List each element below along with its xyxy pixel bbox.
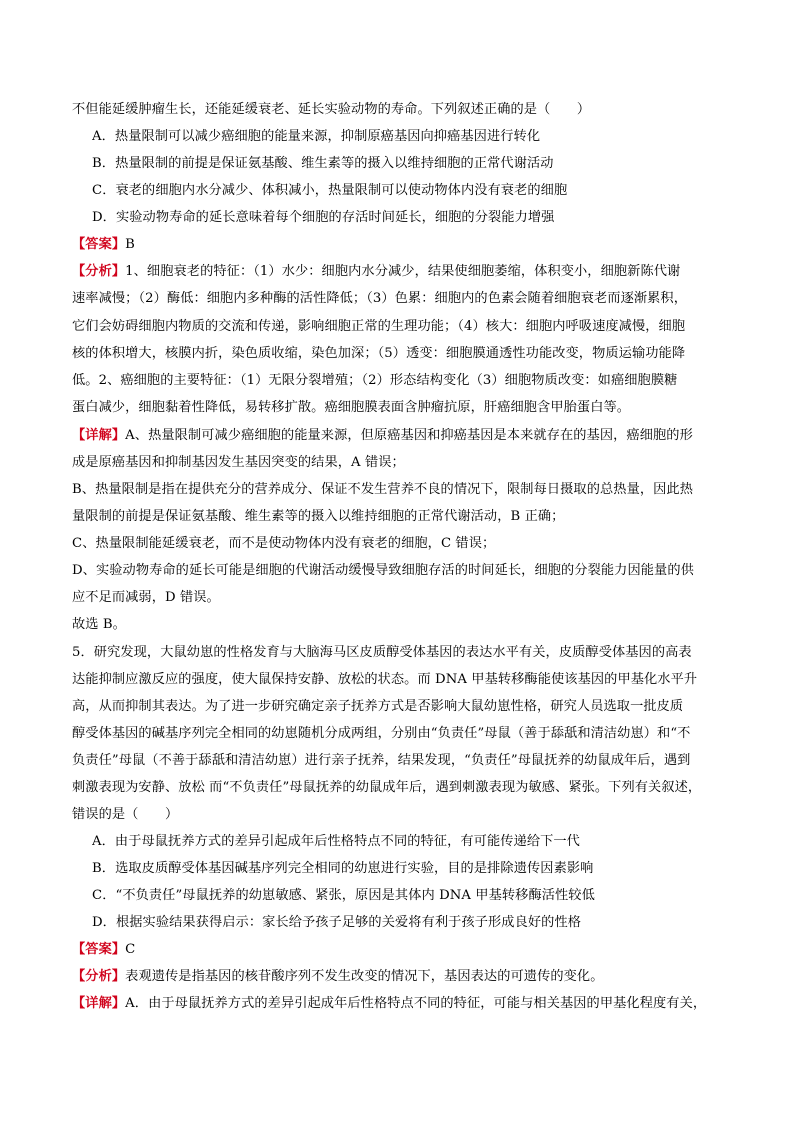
analysis-tag: 【分析】: [72, 969, 126, 984]
q4-conclusion: 故选 B。: [72, 617, 126, 632]
q4-analysis-line: 蛋白减少，细胞黏着性降低，易转移扩散。癌细胞膜表面含肿瘤抗原，肝癌细胞含甲胎蛋白等。: [72, 400, 631, 415]
analysis-text: 1、细胞衰老的特征：（1）水少：细胞内水分减少，结果使细胞萎缩，体积变小，细胞新陈代谢: [125, 264, 681, 279]
q5-detail: [72, 995, 732, 1013]
q4-analysis-line: 速率减慢；（2）酶低：细胞内多种酶的活性降低；（3）色累：细胞内的色素会随着细胞衰老而逐渐累积，: [72, 291, 688, 306]
q4-detail-line: B、热量限制是指在提供充分的营养成分、保证不发生营养不良的情况下，限制每日摄取的总热量，因此热: [72, 482, 694, 497]
q4-analysis-line: 低。2、癌细胞的主要特征：（1）无限分裂增殖；（2）形态结构变化（3）细胞物质改变：如癌细胞膜糖: [72, 373, 678, 388]
q5-stem-line: 错误的是（ ）: [72, 807, 179, 822]
q4-analysis-line: [72, 263, 732, 281]
q4-detail-line: [72, 427, 732, 445]
q4-detail-line: D、实验动物寿命的延长可能是细胞的代谢活动缓慢导致细胞存活的时间延长，细胞的分裂能力因能量的供: [72, 563, 694, 578]
q5-option-c: C．“不负责任”母鼠抚养的幼崽敏感、紧张，原因是其体内 DNA 甲基转移酶活性较低: [92, 888, 595, 903]
q5-option-d: D．根据实验结果获得启示：家长给予孩子足够的关爱将有利于孩子形成良好的性格: [92, 915, 582, 930]
q5-stem-line: 刺激表现为安静、放松 而“不负责任”母鼠抚养的幼鼠成年后，遇到刺激表现为敏感、紧张。下列有关叙述，: [72, 780, 702, 795]
answer-value: B: [125, 237, 135, 252]
q5-stem-line: 负责任”母鼠（不善于舔舐和清洁幼崽）进行亲子抚养，结果发现，“负责任”母鼠抚养的幼鼠成年后，遇到: [72, 753, 691, 768]
q4-stem-tail: 不但能延缓肿瘤生长，还能延缓衰老、延长实验动物的寿命。下列叙述正确的是（ ）: [72, 102, 591, 117]
q5-option-a: A．由于母鼠抚养方式的差异引起成年后性格特点不同的特征，有可能传递给下一代: [92, 834, 580, 849]
answer-tag: 【答案】: [72, 942, 126, 957]
q5-stem-line: 5．研究发现，大鼠幼崽的性格发育与大脑海马区皮质醇受体基因的表达水平有关，皮质醇受体基因的高表: [72, 645, 692, 660]
q4-analysis-line: 核的体积增大，核膜内折，染色质收缩，染色加深；（5）透变：细胞膜通透性功能改变，物质运输功能降: [72, 346, 686, 361]
q5-answer: [72, 941, 732, 959]
q4-detail-line: 量限制的前提是保证氨基酸、维生素等的摄入以维持细胞的正常代谢活动，B 正确；: [72, 509, 565, 524]
q5-stem-line: 醇受体基因的碱基序列完全相同的幼崽随机分成两组，分别由“负责任”母鼠（善于舔舐和清洁幼崽）和“不: [72, 726, 691, 741]
q4-option-b: B．热量限制的前提是保证氨基酸、维生素等的摄入以维持细胞的正常代谢活动: [92, 156, 554, 171]
detail-tag: 【详解】: [72, 428, 126, 443]
detail-text: A、热量限制可减少癌细胞的能量来源，但原癌基因和抑癌基因是本来就存在的基因，癌细胞的形: [125, 428, 693, 443]
analysis-text: 表观遗传是指基因的核苷酸序列不发生改变的情况下，基因表达的可遗传的变化。: [125, 969, 604, 984]
q4-analysis-line: 它们会妨碍细胞内物质的交流和传递，影响细胞正常的生理功能；（4）核大：细胞内呼吸速度减慢，细胞: [72, 319, 686, 334]
q5-option-b: B．选取皮质醇受体基因碱基序列完全相同的幼崽进行实验，目的是排除遗传因素影响: [92, 861, 594, 876]
analysis-tag: 【分析】: [72, 264, 126, 279]
q4-option-d: D．实验动物寿命的延长意味着每个细胞的存活时间延长，细胞的分裂能力增强: [92, 210, 555, 225]
detail-text: A．由于母鼠抚养方式的差异引起成年后性格特点不同的特征，可能与相关基因的甲基化程度有关，: [125, 996, 707, 1011]
q4-detail-line: C、热量限制能延缓衰老，而不是使动物体内没有衰老的细胞，C 错误；: [72, 536, 496, 551]
q4-option-c: C．衰老的细胞内水分减少、体积减小，热量限制可以使动物体内没有衰老的细胞: [92, 183, 568, 198]
q4-option-a: A．热量限制可以减少癌细胞的能量来源，抑制原癌基因向抑癌基因进行转化: [92, 129, 541, 144]
q5-stem-line: 达能抑制应激反应的强度，使大鼠保持安静、放松的状态。而 DNA 甲基转移酶能使该基因的甲基化水平升: [72, 672, 698, 687]
answer-value: C: [125, 942, 136, 957]
q5-analysis: [72, 968, 732, 986]
q5-stem-line: 高，从而抑制其表达。为了进一步研究确定亲子抚养方式是否影响大鼠幼崽性格，研究人员选取一批皮质: [72, 699, 684, 714]
q4-detail-line: 成是原癌基因和抑制基因发生基因突变的结果，A 错误；: [72, 455, 405, 470]
detail-tag: 【详解】: [72, 996, 126, 1011]
answer-tag: 【答案】: [72, 237, 126, 252]
q4-detail-line: 应不足而减弱，D 错误。: [72, 590, 220, 605]
q4-answer: [72, 236, 732, 254]
